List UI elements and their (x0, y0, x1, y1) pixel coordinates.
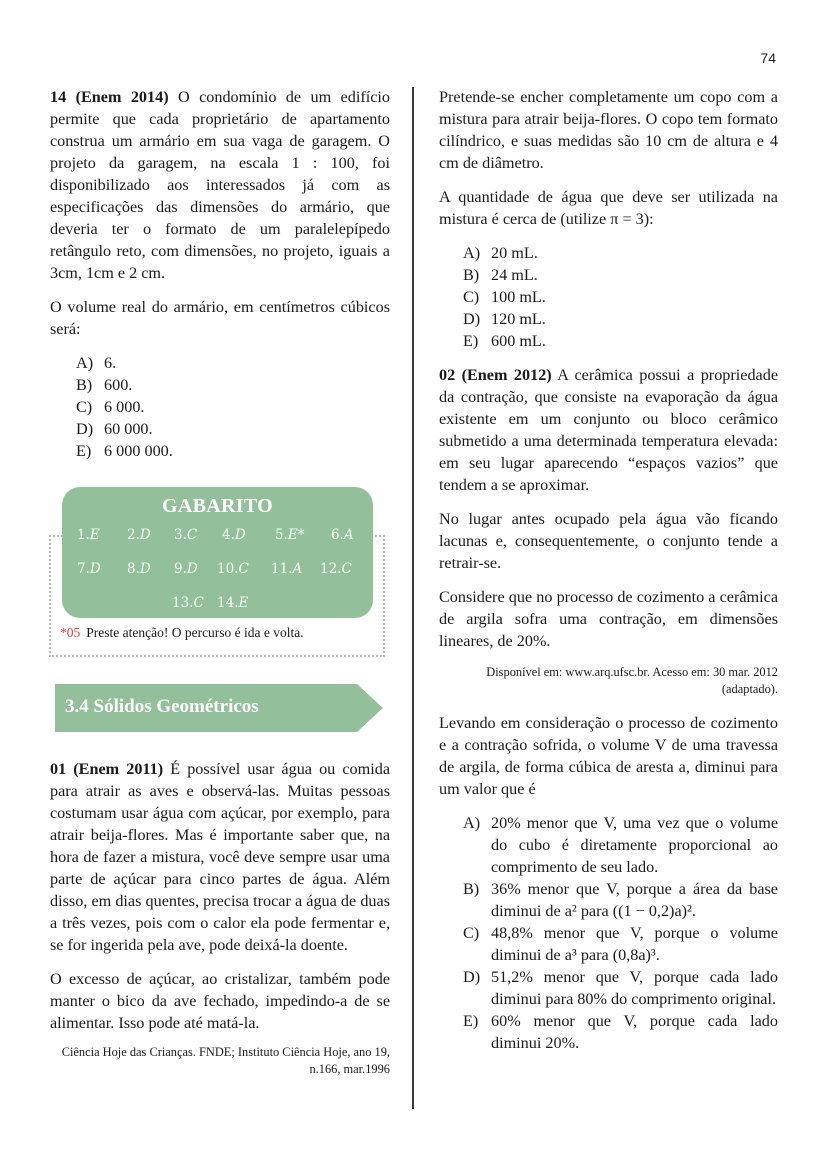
answer-item: 11.A (271, 561, 303, 577)
answer-item: 12.C (320, 561, 352, 577)
note-marker: *05 (60, 625, 81, 640)
option-e[interactable] (463, 330, 778, 352)
answer-key-note (60, 625, 304, 641)
option-letter: A) (76, 354, 94, 372)
option-c[interactable] (463, 922, 778, 966)
section-title: 3.4 Sólidos Geométricos (65, 696, 259, 717)
question-14-options (50, 352, 390, 462)
option-letter: C) (463, 924, 480, 942)
option-letter: D) (463, 310, 481, 328)
option-c[interactable] (463, 286, 778, 308)
answer-item: 2.D (127, 527, 151, 543)
question-02-text: A cerâmica possui a propriedade da contração, que consiste na evaporação da água existente em um conjunto ou bloco cerâmico submetido a uma determinada temperatura elevada: em seu lugar aparecendo “espaços vazios” que tendem a se aproximar. (439, 366, 779, 494)
option-b[interactable] (463, 878, 778, 922)
question-02-paragraph-3: Considere que no processo de cozimento a cerâmica de argila sofra uma contração, em dimensões lineares, de 20%. (439, 588, 778, 650)
option-text: 600. (104, 376, 133, 394)
option-b[interactable] (76, 374, 390, 396)
question-01-citation: Ciência Hoje das Crianças. FNDE; Instituto Ciência Hoje, ano 19, n.166, mar.1996 (61, 1045, 390, 1076)
option-text: 36% menor que V, porque a área da base diminui de a² para ((1 − 0,2)a)². (491, 880, 778, 920)
option-letter: A) (463, 244, 481, 262)
answer-item: 7.D (77, 561, 101, 577)
page-number: 74 (760, 50, 776, 66)
option-text: 20 mL. (491, 244, 538, 262)
answer-item: 3.C (174, 527, 198, 543)
option-text: 6 000 000. (104, 442, 173, 460)
option-letter: E) (463, 1012, 479, 1030)
option-a[interactable] (76, 352, 390, 374)
option-letter: C) (463, 288, 480, 306)
question-14-statement (50, 86, 390, 284)
option-text: 60% menor que V, porque cada lado diminui 20%. (491, 1012, 778, 1052)
option-d[interactable] (76, 418, 390, 440)
question-02-citation: Disponível em: www.arq.ufsc.br. Acesso em: 30 mar. 2012 (adaptado). (486, 665, 778, 696)
answer-key-title: GABARITO (162, 495, 273, 517)
option-text: 6 000. (104, 398, 145, 416)
option-e[interactable] (463, 1010, 778, 1054)
question-14-prompt: O volume real do armário, em centímetros cúbicos será: (50, 298, 390, 338)
answer-item: 9.D (174, 561, 198, 577)
option-letter: E) (76, 442, 92, 460)
option-text: 51,2% menor que V, porque cada lado diminui para 80% do comprimento original. (491, 968, 778, 1008)
question-02-prompt: Levando em consideração o processo de cozimento e a contração sofrida, o volume V de uma travessa de argila, de forma cúbica de aresta a, diminui para um valor que é (439, 714, 778, 798)
option-letter: C) (76, 398, 93, 416)
answer-item: 13.C (172, 595, 204, 611)
question-14-header: 14 (Enem 2014) (50, 88, 169, 106)
answer-item: 5.E* (275, 527, 305, 543)
question-01-text: É possível usar água ou comida para atrair as aves e observá-las. Muitas pessoas costumam usar água com açúcar, por exemplo, para atrair beija-flores. Mas é importante saber que, na hora de fazer a mistura, você deve sempre usar uma parte de açúcar para cinco partes de água. Além disso, em dias quentes, precisa trocar a água de duas a três vezes, pois com o calor ela pode fermentar e, se for ingerida pela ave, pode deixá-la doente. (50, 760, 391, 954)
question-02-statement (439, 364, 778, 496)
answer-key-box (62, 487, 373, 618)
option-text: 20% menor que V, uma vez que o volume do cubo é diretamente proporcional ao comprimento de seu lado. (491, 814, 778, 876)
option-letter: B) (463, 880, 480, 898)
question-01-header: 01 (Enem 2011) (50, 760, 164, 778)
question-02-paragraph-2: No lugar antes ocupado pela água vão ficando lacunas e, consequentemente, o conjunto tende a retrair-se. (439, 510, 778, 572)
answer-key-frame-corner (49, 535, 63, 537)
question-02-header: 02 (Enem 2012) (439, 366, 552, 384)
answer-item: 4.D (222, 527, 246, 543)
option-text: 100 mL. (491, 288, 546, 306)
option-letter: B) (76, 376, 93, 394)
option-letter: D) (463, 968, 481, 986)
question-14-text: O condomínio de um edifício permite que cada proprietário de apartamento construa um armário em sua vaga de garagem. O projeto da garagem, na escala 1 : 100, foi disponibilizado aos interessados já com as especificações das dimensões do armário, que deveria ter o formato de um paralelepípedo retângulo reto, com dimensões, no projeto, iguais a 3cm, 1cm e 2 cm. (50, 88, 391, 282)
option-d[interactable] (463, 966, 778, 1010)
answer-item: 1.E (77, 527, 100, 543)
question-02-options (439, 812, 778, 1054)
option-d[interactable] (463, 308, 778, 330)
question-01-statement (50, 758, 390, 956)
question-01-paragraph-2: O excesso de açúcar, ao cristalizar, também pode manter o bico da ave fechado, impedindo-a de se alimentar. Isso pode até matá-la. (50, 970, 390, 1032)
option-e[interactable] (76, 440, 390, 462)
option-letter: E) (463, 332, 479, 350)
left-column (50, 86, 390, 474)
answer-item: 10.C (217, 561, 249, 577)
answer-item: 14.E (217, 595, 249, 611)
option-a[interactable] (463, 242, 778, 264)
option-text: 24 mL. (491, 266, 538, 284)
option-c[interactable] (76, 396, 390, 418)
right-column (439, 86, 778, 1066)
section-banner (55, 684, 383, 732)
answer-item: 6.A (331, 527, 354, 543)
option-letter: B) (463, 266, 480, 284)
option-a[interactable] (463, 812, 778, 878)
question-01-continuation: Pretende-se encher completamente um copo com a mistura para atrair beija-flores. O copo tem formato cilíndrico, e suas medidas são 10 cm de altura e 4 cm de diâmetro. (439, 88, 778, 172)
option-text: 48,8% menor que V, porque o volume diminui de a³ para (0,8a)³. (491, 924, 778, 964)
question-01-prompt: A quantidade de água que deve ser utilizada na mistura é cerca de (utilize π = 3): (439, 188, 778, 228)
option-b[interactable] (463, 264, 778, 286)
question-01-options (439, 242, 778, 352)
option-text: 120 mL. (491, 310, 546, 328)
column-divider (412, 87, 414, 1109)
option-text: 6. (104, 354, 117, 372)
answer-key-frame-corner (371, 535, 385, 537)
option-text: 60 000. (104, 420, 153, 438)
note-text: Preste atenção! O percurso é ida e volta. (86, 625, 304, 640)
option-letter: D) (76, 420, 94, 438)
left-column-lower (50, 758, 390, 1092)
answer-item: 8.D (127, 561, 151, 577)
option-text: 600 mL. (491, 332, 546, 350)
option-letter: A) (463, 814, 481, 832)
